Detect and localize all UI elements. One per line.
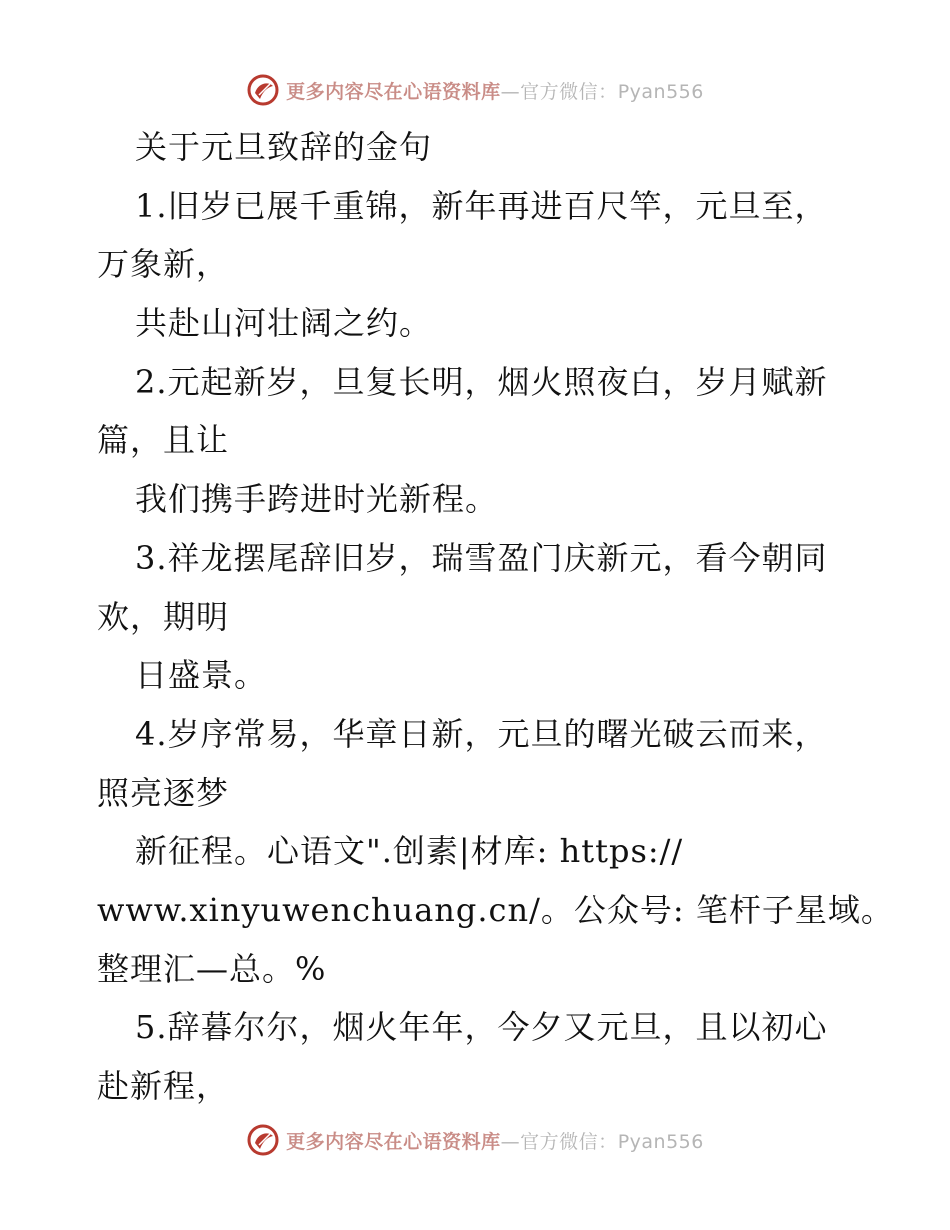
doc-line: 1.旧岁已展千重锦，新年再进百尺竿，元旦至， xyxy=(135,186,828,225)
footer-banner-id: Pyan556 xyxy=(617,1130,704,1153)
brush-heart-logo-icon xyxy=(246,1123,280,1157)
footer-banner-official: 官方微信： xyxy=(520,1130,618,1153)
doc-line: 我们携手跨进时光新程。 xyxy=(135,480,499,519)
doc-line: 2.元起新岁，旦复长明，烟火照夜白，岁月赋新 xyxy=(135,362,828,401)
doc-title: 关于元旦致辞的金句 xyxy=(135,128,433,166)
footer-banner-main: 更多内容尽在心语资料库 xyxy=(286,1130,501,1153)
doc-line: 新征程。心语文".创素|材库: https:// xyxy=(135,832,684,871)
doc-line: 照亮逐梦 xyxy=(97,773,230,812)
document-body xyxy=(97,118,894,1116)
header-banner-main: 更多内容尽在心语资料库 xyxy=(286,80,501,103)
header-banner xyxy=(0,68,950,112)
doc-line: 欢，期明 xyxy=(97,597,230,636)
doc-line: 篇，且让 xyxy=(97,421,230,460)
footer-banner-text xyxy=(286,1127,704,1154)
doc-line: 共赴山河壮阔之约。 xyxy=(135,304,433,343)
footer-banner xyxy=(0,1118,950,1162)
doc-line: 4.岁序常易，华章日新，元旦的曙光破云而来， xyxy=(135,714,828,753)
doc-line: 万象新， xyxy=(97,245,230,284)
footer-banner-sep: — xyxy=(500,1130,521,1153)
header-banner-sep: — xyxy=(500,80,521,103)
doc-line: www.xinyuwenchuang.cn/。公众号: 笔杆子星域。 xyxy=(97,890,894,929)
header-banner-id: Pyan556 xyxy=(617,80,704,103)
doc-line: 整理汇—总。% xyxy=(97,949,327,988)
doc-line: 5.辞暮尔尔，烟火年年，今夕又元旦，且以初心 xyxy=(135,1008,828,1047)
doc-line: 日盛景。 xyxy=(135,656,268,695)
header-banner-text xyxy=(286,77,704,104)
doc-line: 3.祥龙摆尾辞旧岁，瑞雪盈门庆新元，看今朝同 xyxy=(135,538,828,577)
brush-heart-logo-icon xyxy=(246,73,280,107)
header-banner-official: 官方微信： xyxy=(520,80,618,103)
doc-line: 赴新程， xyxy=(97,1067,230,1105)
